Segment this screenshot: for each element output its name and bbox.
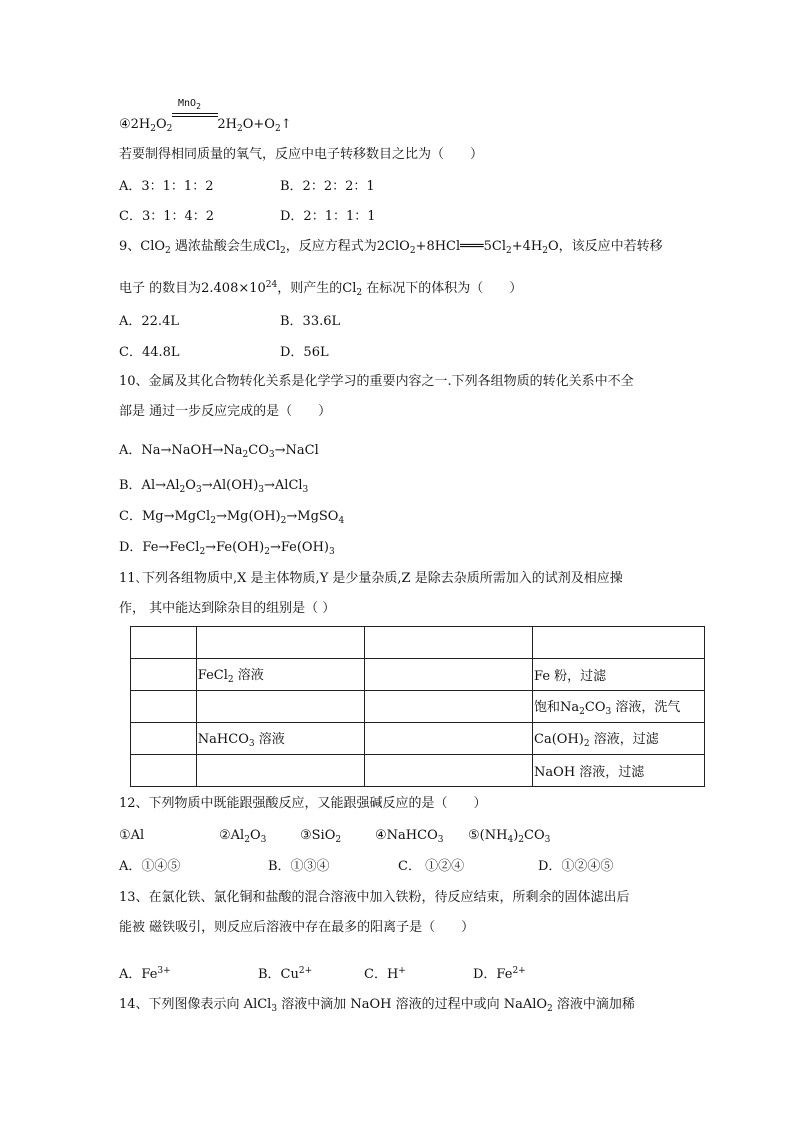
table-cell: 饱和$Na_2CO_3$ 溶液，洗气 [533,691,705,723]
table-cell [533,627,705,659]
table-cell: NaOH 溶液，过滤 [533,755,705,787]
q12-item-5: $⑤(NH_4)_2CO_3$ [468,828,551,845]
q8-option-d: D．2：1：1：1 [280,209,376,224]
table-cell [364,755,532,787]
table-row [131,659,705,691]
q13-line-2: 能被 磁铁吸引，则反应后溶液中存在最多的阳离子是（ ） [119,920,475,935]
q12-item-4: ④NaHCO$_3$ [375,828,444,845]
q12-option-b: B．①③④ [268,859,330,874]
q13-option-d: D．$Fe^{2+}$ [473,966,526,982]
q13-option-a: A．$Fe^{3+}$ [119,966,171,982]
table-cell: Fe 粉，过滤 [533,659,705,691]
q10-line-1: 10、金属及其化合物转化关系是化学学习的重要内容之一.下列各组物质的转化关系中不全 [119,374,634,389]
table-cell [131,691,197,723]
q10-option-d: D．$Fe\to FeCl_2\to Fe(OH)_2\to Fe(OH)_3$ [119,540,335,557]
table-cell [364,659,532,691]
table-cell [364,723,532,755]
q9-option-b: B．33.6L [280,314,341,329]
q13-option-c: C．H+ [364,966,406,982]
q9-line-2: 电子 的数目为$2.408\times 10^{24}$，则产生的$Cl_2$ 在标况下的体积为（ ） [119,280,523,298]
q8-option-b: B．2：2：2：1 [280,179,375,194]
table-row [131,755,705,787]
q10-option-b: B．$Al\to Al_2O_3\to Al(OH)_3\to AlCl_3$ [119,478,309,495]
table-cell [364,691,532,723]
table-cell [131,723,197,755]
q10-line-2: 部是 通过一步反应完成的是（ ） [119,404,332,419]
purification-table [130,626,705,787]
catalyst-label: MnO$_2$ [178,98,201,111]
table-row [131,627,705,659]
q8-stem: 若要制得相同质量的氧气，反应中电子转移数目之比为（ ） [119,147,484,162]
q10-option-c: C．$Mg\to MgCl_2\to Mg(OH)_2\to MgSO_4$ [119,509,345,526]
reaction-bar-top [172,113,218,114]
q12-option-c: C． ①②④ [398,859,465,874]
table-cell [131,659,197,691]
table-row [131,723,705,755]
table-cell [364,627,532,659]
q11-line-1: 11､下列各组物质中,X 是主体物质,Y 是少量杂质,Z 是除去杂质所需加入的试剂及相应操 [119,571,623,586]
q8-option-a: A．3：1：1：2 [119,179,214,194]
table-row [131,691,705,723]
q12-stem: 12、下列物质中既能跟强酸反应，又能跟强碱反应的是（ ） [119,796,487,811]
q11-line-2: 作， 其中能达到除杂目的组别是（ ） [119,601,336,616]
table-cell: FeCl$_2$ 溶液 [196,659,364,691]
q12-option-d: D．①②④⑤ [538,859,614,874]
q12-item-3: ③SiO$_2$ [300,828,342,845]
table-cell [131,755,197,787]
q9-option-a: A．22.4L [119,314,179,329]
q12-item-2: $②Al_2O_3$ [219,828,267,845]
q13-option-b: B．$Cu^{2+}$ [258,966,313,982]
q9-option-c: C．44.8L [119,345,180,360]
equation-4: $④2H_2O_2$ $2H_2O+O_2↑$ [119,117,292,134]
table-cell [131,627,197,659]
q10-option-a: A．$Na\to NaOH\to Na_2CO_3\to NaCl$ [119,443,319,460]
table-cell [196,691,364,723]
q14-line-1: 14、下列图像表示向 AlCl$_3$ 溶液中滴加 NaOH 溶液的过程中或向 NaAlO$_2$ 溶液中滴加稀 [119,997,635,1014]
q8-option-c: C．3：1：4：2 [119,209,215,224]
table-cell: NaHCO$_3$ 溶液 [196,723,364,755]
q9-option-d: D．56L [280,345,329,360]
table-cell [196,755,364,787]
q13-line-1: 13、在氯化铁、氯化铜和盐酸的混合溶液中加入铁粉，待反应结束，所剩余的固体滤出后 [119,890,630,905]
table-cell [196,627,364,659]
q12-option-a: A．①④⑤ [119,859,181,874]
q12-item-1: ①Al [119,828,145,843]
q9-line-1: 9、ClO$_2$ 遇浓盐酸会生成$Cl_2$，反应方程式为$2ClO_2+8HCl═══5Cl_2+4H_2O$，该反应中若转移 [119,239,663,256]
table-cell: $Ca(OH)_2$ 溶液，过滤 [533,723,705,755]
